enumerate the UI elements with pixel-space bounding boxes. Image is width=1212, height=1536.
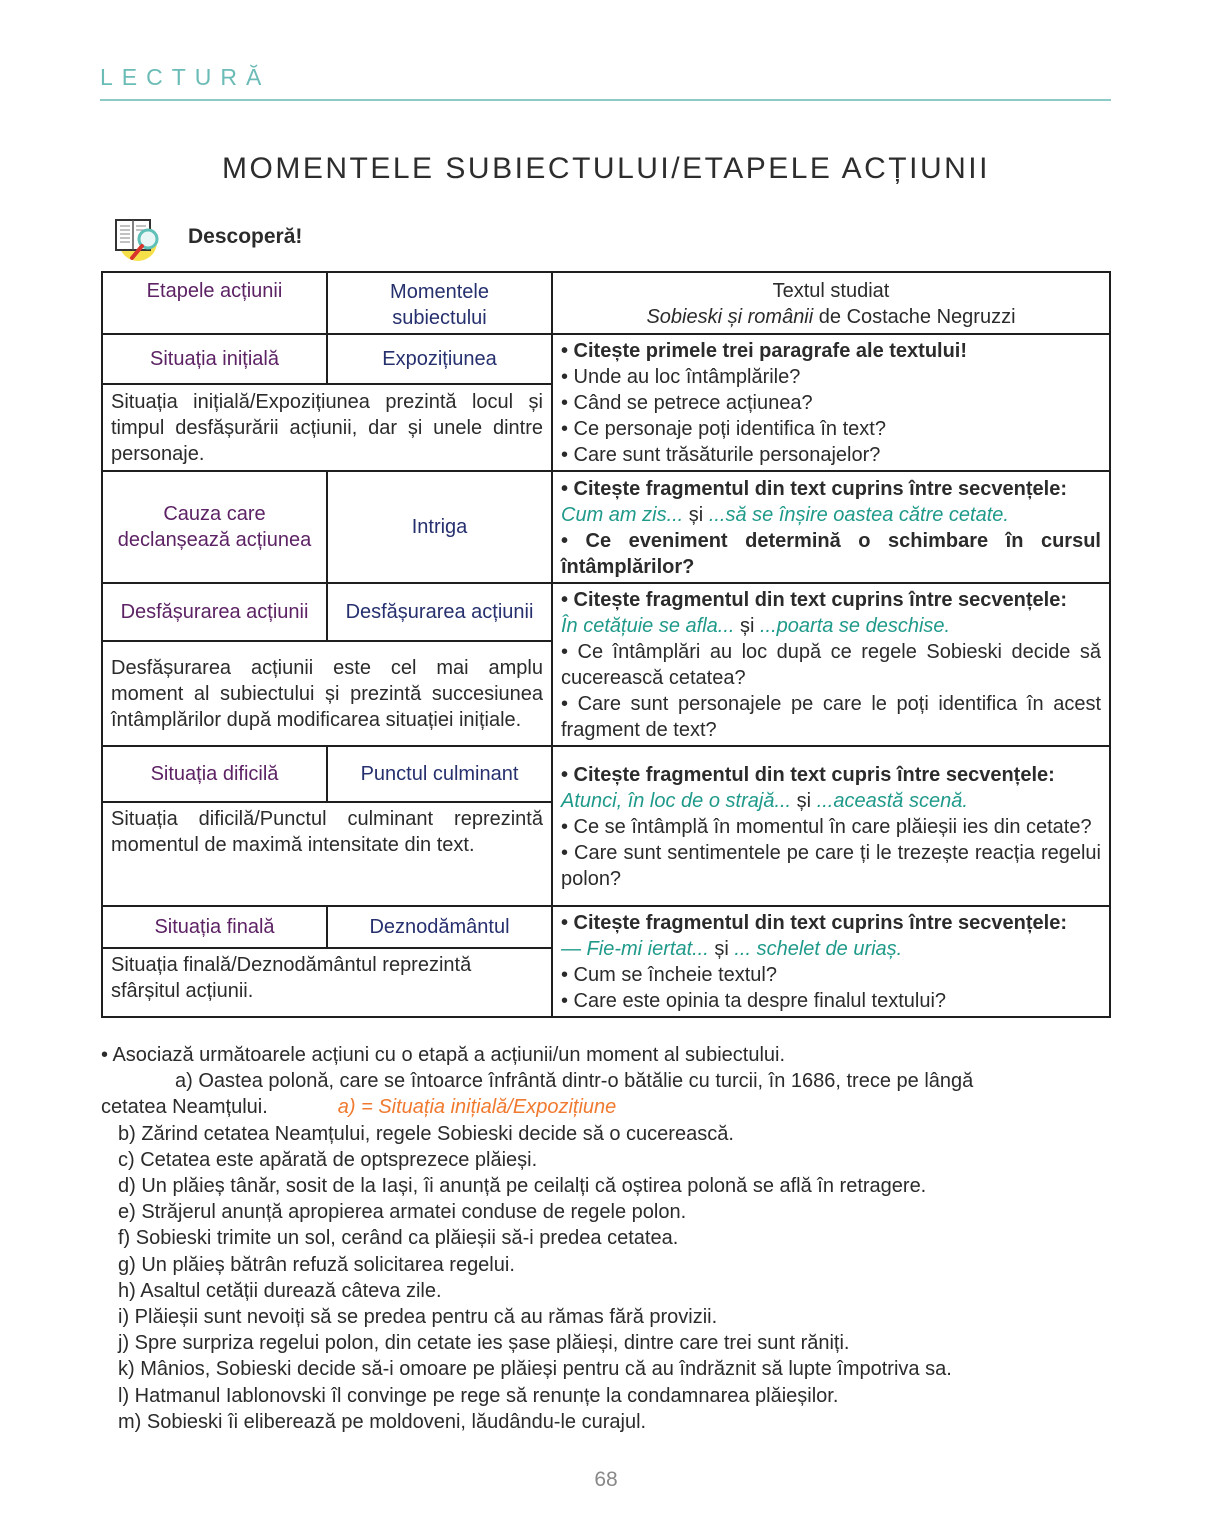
task-instruction: • Citește primele trei paragrafe ale textului! [561,340,968,362]
question: • Unde au loc întâmplările? [561,366,801,388]
page-number: 68 [594,1468,618,1491]
moment-cell: Intriga [327,471,552,583]
stage-cell: Situația dificilă [102,746,327,802]
exercise-instruction: • Asociază următoarele acțiuni cu o etapă a acțiunii/un moment al subiectului. [101,1044,786,1066]
quote-start: În cetățuie se afla... [561,615,735,637]
table-row [102,334,1110,384]
exercise-item: j) Spre surpriza regelui polon, din cetate ies șase plăieși, dintre care trei sunt răniți. [118,1332,850,1355]
table-header-row [102,272,1110,334]
description-cell: Desfășurarea acțiunii este cel mai amplu moment al subiectului și prezintă succesiunea întâmplărilor după modificarea situației inițiale. [102,641,552,746]
task-cell: • Citește fragmentul din text cuprins între secvențele: Cum am zis... și ...să se înșire oastea către cetate. • Ce eveniment determină o schimbare în cursul întâmplărilor? [552,471,1110,583]
example-answer: a) = Situația inițială/Expozițiune [337,1096,617,1119]
question: • Cum se încheie textul? [561,964,777,986]
task-instruction: • Citește fragmentul din text cuprins între secvențele: [561,477,1068,500]
quote-start: Atunci, în loc de o strajă... [561,789,792,812]
stage-cell: Cauza care declanșează acțiunea [102,471,327,583]
exercise-item-a: a) Oastea polonă, care se întoarce înfrântă dintr-o bătălie cu turcii, în 1686, trece pe lângă [175,1070,974,1093]
question: • Când se petrece acțiunea? [561,392,813,414]
exercise-item: g) Un plăieș bătrân refuză solicitarea regelui. [118,1253,515,1276]
question: • Ce se întâmplă în momentul în care plăieșii ies din cetate? [561,815,1092,838]
exercise-item: e) Străjerul anunță apropierea armatei conduse de regele polon. [118,1201,687,1224]
book-magnifier-icon [112,212,162,262]
exercise-item: d) Un plăieș tânăr, sosit de la Iași, îi anunță pe ceilalți că oștirea polonă se află în retragere. [118,1175,927,1198]
task-instruction: • Citește fragmentul din text cuprins între secvențele: [561,912,1068,934]
exercise-item: k) Mânios, Sobieski decide să-i omoare pe plăieși pentru că au îndrăznit să lupte împotriva sa. [118,1358,952,1381]
stage-cell: Desfășurarea acțiunii [102,583,327,641]
task-cell: • Citește fragmentul din text cupris între secvențele: Atunci, în loc de o strajă... și ...această scenă. • Ce se întâmplă în momentul în care plăieșii ies din cetate? • Care sunt sentimentele pe care ți le trezește reacția regelui polon? [552,746,1110,906]
quote-end: ...această scenă. [816,789,968,812]
question: • Care sunt trăsăturile personajelor? [561,444,881,466]
exercise-item: c) Cetatea este apărată de optsprezece plăieși. [118,1148,538,1171]
table-row [102,471,1110,583]
moment-cell: Punctul culminant [327,746,552,802]
exercise-item-a-cont: cetatea Neamțului. a) = Situația inițială/Expozițiune [101,1096,617,1119]
description-cell: Situația finală/Deznodământul reprezintă sfârșitul acțiunii. [102,948,552,1017]
exercise-item: f) Sobieski trimite un sol, cerând ca plăieșii să-i predea cetatea. [118,1227,679,1250]
question: • Ce întâmplări au loc după ce regele Sobieski decide să cucerească cetatea? [561,641,1101,689]
exercise-item: m) Sobieski îi eliberează pe moldoveni, lăudându-le curajul. [118,1410,647,1433]
question: • Care este opinia ta despre finalul textului? [561,990,947,1012]
exercise-item: b) Zărind cetatea Neamțului, regele Sobieski decide să o cucerească. [118,1122,734,1145]
exercise-item: i) Plăieșii sunt nevoiți să se predea pentru că au rămas fără provizii. [118,1306,718,1329]
moment-cell: Deznodământul [327,906,552,948]
discover-heading [112,212,302,262]
exercise-block [101,1042,1111,1435]
discover-label: Descoperă! [188,225,303,248]
task-cell: • Citește fragmentul din text cuprins între secvențele: — Fie-mi iertat... și ... schelet de uriaș. • Cum se încheie textul? • Care este opinia ta despre finalul textului? [552,906,1110,1017]
description-cell: Situația inițială/Expozițiunea prezintă locul și timpul desfășurării acțiunii, dar și unele dintre personaje. [102,384,552,471]
description-cell: Situația dificilă/Punctul culminant reprezintă momentul de maximă intensitate din text. [102,802,552,906]
header-stages: Etapele acțiunii [102,272,327,334]
task-cell: • Citește fragmentul din text cuprins între secvențele: În cetățuie se afla... și ...poarta se deschise. • Ce întâmplări au loc după ce regele Sobieski decide să cucerească cetatea? • Care sunt personajele pe care le poți identifica în acest fragment de text? [552,583,1110,746]
header-studied-text: Textul studiat Sobieski și românii de Costache Negruzzi [552,272,1110,334]
table-row [102,746,1110,802]
page-title: MOMENTELE SUBIECTULUI/ETAPELE ACȚIUNII [222,152,990,185]
task-instruction: • Citește fragmentul din text cuprins între secvențele: [561,589,1068,611]
work-title: Sobieski și românii [646,305,814,328]
header-moments: Momentele subiectului [327,272,552,334]
task-cell [552,334,1110,471]
question: • Care sunt sentimentele pe care ți le trezește reacția regelui polon? [561,841,1101,890]
section-divider [100,99,1111,101]
moment-cell: Desfășurarea acțiunii [327,583,552,641]
moment-cell: Expozițiunea [327,334,552,384]
task-instruction: • Citește fragmentul din text cupris între secvențele: [561,763,1055,786]
quote-end: ...poarta se deschise. [760,615,951,637]
stage-cell: Situația inițială [102,334,327,384]
quote-start: — Fie-mi iertat... [561,938,709,960]
question: • Ce eveniment determină o schimbare în cursul întâmplărilor? [561,529,1101,578]
stage-cell: Situația finală [102,906,327,948]
section-label: LECTURĂ [100,64,271,90]
quote-end: ...să se înșire oastea către cetate. [708,503,1009,526]
table-row [102,906,1110,948]
table-row [102,583,1110,641]
exercise-item: h) Asaltul cetății durează câteva zile. [118,1279,442,1302]
question: • Ce personaje poți identifica în text? [561,418,886,440]
question: • Care sunt personajele pe care le poți identifica în acest fragment de text? [561,693,1101,741]
plot-stages-table [101,271,1111,1018]
quote-start: Cum am zis... [561,503,684,526]
exercise-item: l) Hatmanul Iablonovski îl convinge pe rege să renunțe la condamnarea plăieșilor. [118,1384,839,1407]
quote-end: ... schelet de uriaș. [734,938,903,960]
